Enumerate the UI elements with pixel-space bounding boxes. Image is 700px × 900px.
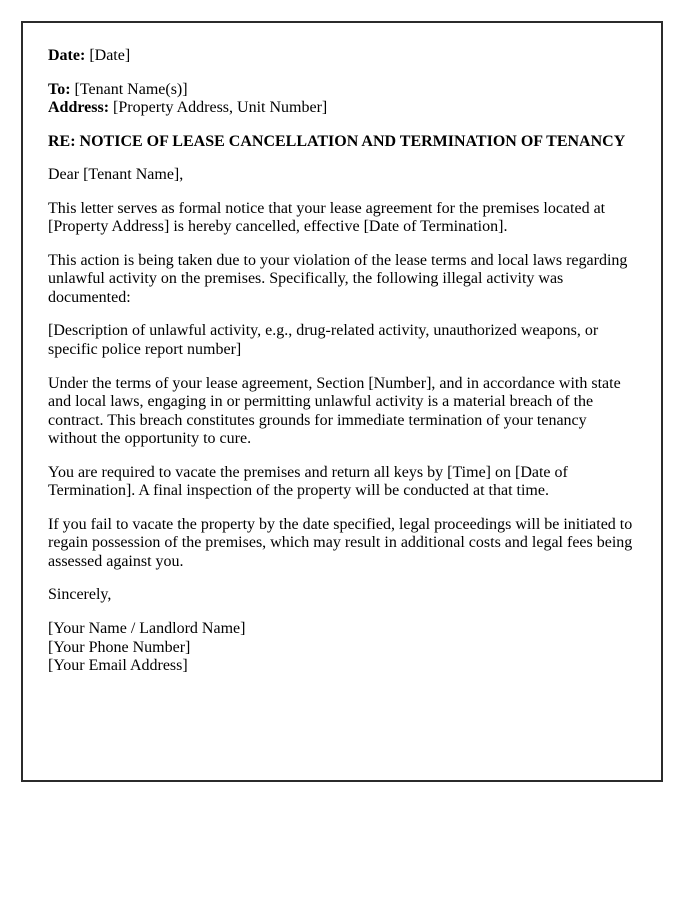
signature-email: [Your Email Address] xyxy=(48,657,188,675)
address-value: [Property Address, Unit Number] xyxy=(113,99,328,117)
body-paragraph-6: If you fail to vacate the property by the date specified, legal proceedings will be initiated to regain possession of the premises, which may result in additional costs and legal fees being assessed against you. xyxy=(48,515,633,570)
recipient-block xyxy=(48,81,633,118)
body-paragraph-5: You are required to vacate the premises and return all keys by [Time] on [Date of Termination]. A final inspection of the property will be conducted at that time. xyxy=(48,463,568,500)
date-value: [Date] xyxy=(89,47,131,64)
signature-name: [Your Name / Landlord Name] xyxy=(48,620,246,638)
body-paragraph-4: Under the terms of your lease agreement, Section [Number], and in accordance with state and local laws, engaging in or permitting unlawful activity is a material breach of the contract. This breach constitutes grounds for immediate termination of your tenancy without the opportunity to cure. xyxy=(48,374,621,448)
body-paragraph-2: This action is being taken due to your violation of the lease terms and local laws regarding unlawful activity on the premises. Specifically, the following illegal activity was documented: xyxy=(48,251,628,306)
to-value: [Tenant Name(s)] xyxy=(74,80,188,98)
closing: Sincerely, xyxy=(48,586,112,604)
salutation: Dear [Tenant Name], xyxy=(48,166,184,184)
signature-phone: [Your Phone Number] xyxy=(48,638,191,656)
body-paragraph-3: [Description of unlawful activity, e.g., drug-related activity, unauthorized weapons, or specific police report number] xyxy=(48,322,599,359)
body-paragraph-1: This letter serves as formal notice that your lease agreement for the premises located at [Property Address] is hereby cancelled, effective [Date of Termination]. xyxy=(48,199,606,236)
to-label: To: xyxy=(48,80,71,98)
letter-page xyxy=(21,21,663,782)
signature-block xyxy=(48,620,633,676)
date-line xyxy=(48,47,633,66)
subject-line: RE: NOTICE OF LEASE CANCELLATION AND TERMINATION OF TENANCY xyxy=(48,132,626,150)
date-label: Date: xyxy=(48,47,86,64)
address-label: Address: xyxy=(48,99,110,117)
